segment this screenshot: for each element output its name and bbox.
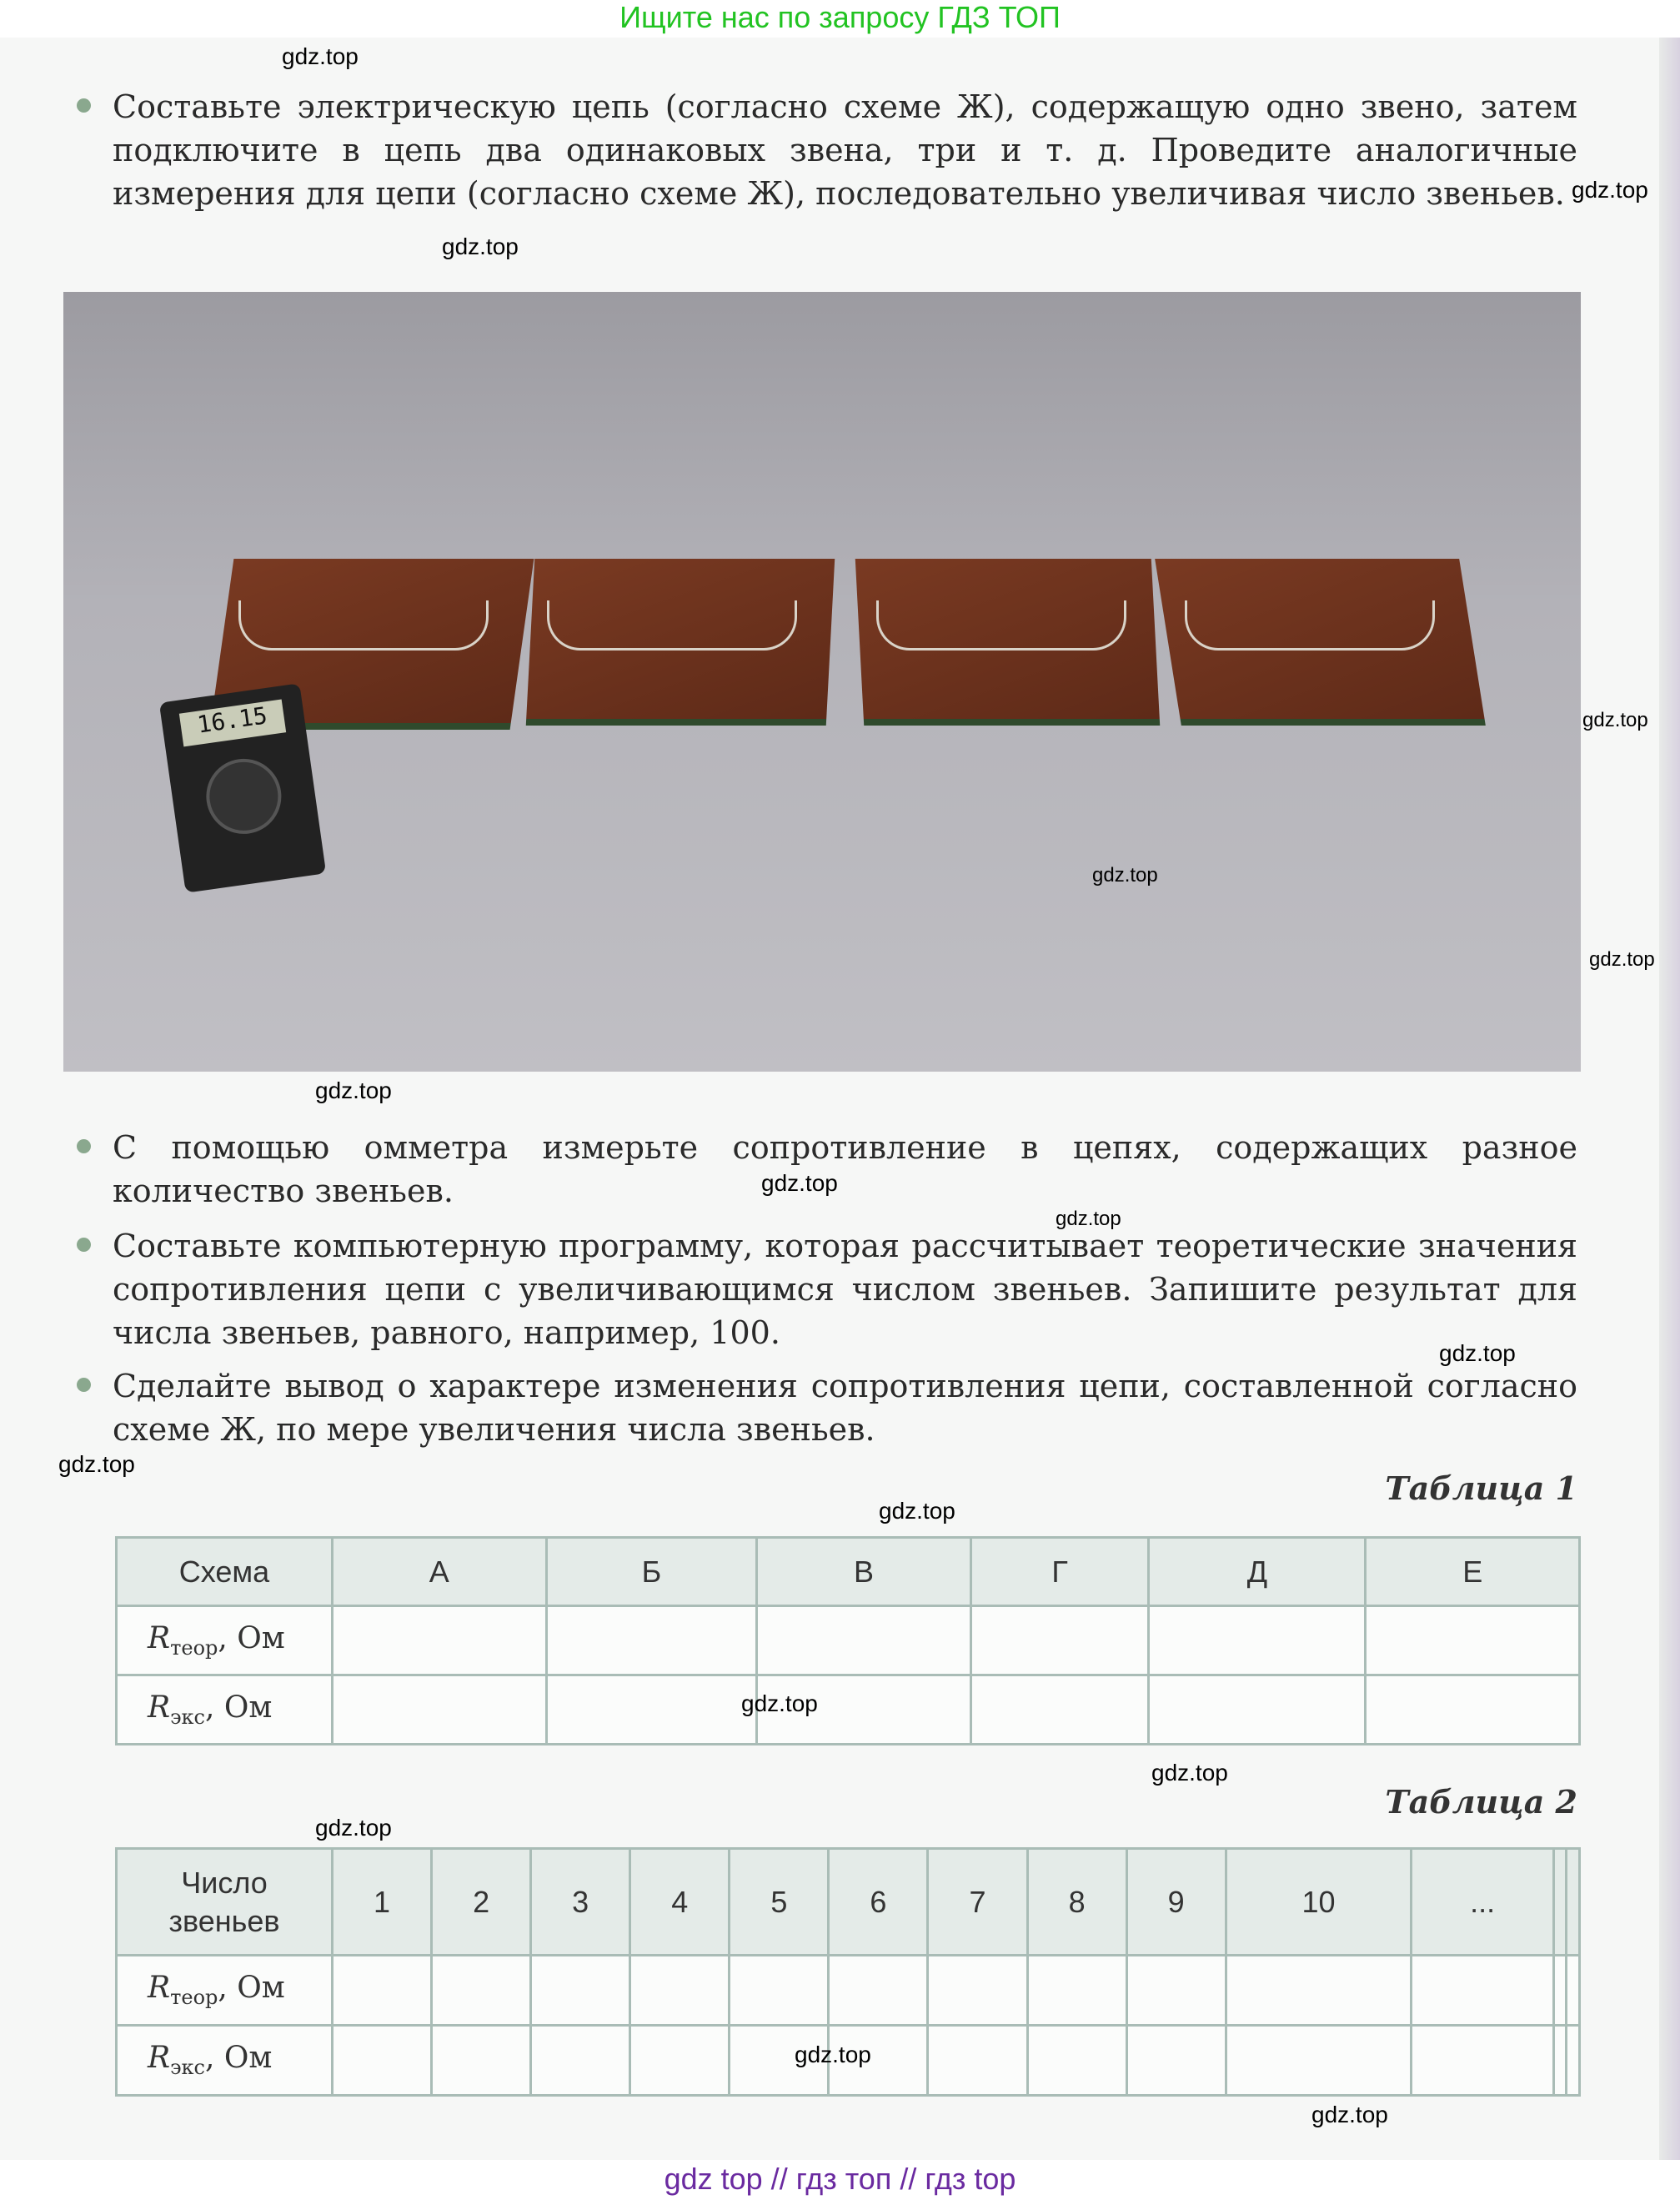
symbol: R (148, 1620, 171, 1655)
circuit-photo (63, 292, 1581, 1072)
header-cell: 7 (928, 1849, 1027, 1956)
unit: , Ом (205, 2041, 273, 2076)
table-header-row (117, 1538, 1580, 1606)
table-row (117, 1606, 1580, 1675)
bullet-icon (77, 1378, 91, 1392)
cell (928, 2026, 1027, 2096)
task-paragraph-2: С помощью омметра измерьте сопротивление в цепях, содержащих разное количество звеньев. (113, 1129, 1577, 1209)
watermark: gdz.top (1092, 864, 1158, 887)
watermark: gdz.top (282, 43, 359, 69)
watermark: gdz.top (1439, 1340, 1516, 1366)
table2-caption: Таблица 2 (1385, 1783, 1577, 1821)
table-row (117, 1675, 1580, 1745)
watermark: gdz.top (315, 1077, 392, 1103)
cell (432, 1956, 531, 2026)
header-cell: А (333, 1538, 547, 1606)
wire (238, 600, 489, 650)
task-paragraph-3: Составьте компьютерную программу, которая рассчитывает теоретические значения сопротивления цепи с увеличивающимся числом звеньев. Запишите результат для числа звеньев, равного, например, 100. (113, 1228, 1577, 1351)
symbol: R (148, 1690, 171, 1725)
bullet-icon (77, 1139, 91, 1153)
cell (1412, 2026, 1554, 2096)
cell (730, 1956, 829, 2026)
bullet-icon (77, 98, 91, 113)
cell (1366, 1606, 1580, 1675)
header-cell: 2 (432, 1849, 531, 1956)
row-label (117, 1675, 333, 1745)
cell (1149, 1606, 1366, 1675)
footer-links[interactable]: gdz top // гдз топ // гдз top (664, 2162, 1016, 2196)
watermark: gdz.top (761, 1170, 838, 1196)
unit: , Ом (205, 1690, 273, 1725)
cell (432, 2026, 531, 2096)
page-edge (1659, 38, 1680, 2160)
subscript: экс (170, 2056, 205, 2080)
header-label: Число (181, 1865, 268, 1900)
cell (333, 1675, 547, 1745)
cell (1027, 1956, 1126, 2026)
header-cell: 1 (333, 1849, 432, 1956)
table-1 (115, 1536, 1581, 1745)
header-cell: Г (970, 1538, 1149, 1606)
header-cell: 3 (531, 1849, 630, 1956)
watermark: gdz.top (879, 1498, 955, 1524)
header-cell: 4 (630, 1849, 730, 1956)
row-label (117, 1956, 333, 2026)
watermark: gdz.top (1151, 1760, 1228, 1786)
header-cell: 8 (1027, 1849, 1126, 1956)
cell (1567, 2026, 1580, 2096)
bullet-icon (77, 1238, 91, 1252)
header-cell: Схема (117, 1538, 333, 1606)
cell (1553, 2026, 1567, 2096)
cell (1027, 2026, 1126, 2096)
row-label (117, 1606, 333, 1675)
cell (970, 1606, 1149, 1675)
task-paragraph-4: Сделайте вывод о характере изменения сопротивления цепи, составленной согласно схеме Ж, по мере увеличения числа звеньев. (113, 1368, 1577, 1448)
header-cell: 5 (730, 1849, 829, 1956)
cell (333, 1606, 547, 1675)
header-cell: 6 (829, 1849, 928, 1956)
cell (630, 1956, 730, 2026)
subscript: теор (170, 1636, 218, 1660)
cell (333, 1956, 432, 2026)
watermark: gdz.top (1572, 177, 1648, 203)
symbol: R (148, 1971, 171, 2006)
header-label: звеньев (168, 1903, 280, 1938)
wire (876, 600, 1126, 650)
watermark: gdz.top (741, 1690, 818, 1716)
table1-caption: Таблица 1 (1385, 1469, 1577, 1507)
watermark: gdz.top (1056, 1208, 1121, 1230)
header-cell: ... (1412, 1849, 1554, 1956)
cell (1226, 2026, 1412, 2096)
subscript: экс (170, 1705, 205, 1730)
cell (1412, 1956, 1554, 2026)
header-cell (117, 1849, 333, 1956)
watermark: gdz.top (1311, 2102, 1388, 2127)
meter-dial (202, 754, 287, 839)
cell (1126, 2026, 1226, 2096)
header-cell: В (757, 1538, 971, 1606)
cell (1149, 1675, 1366, 1745)
watermark: gdz.top (1589, 948, 1655, 971)
watermark: gdz.top (442, 234, 519, 259)
header-cell (1553, 1849, 1567, 1956)
wire (1185, 600, 1435, 650)
watermark: gdz.top (1582, 709, 1648, 731)
row-label (117, 2026, 333, 2096)
cell (333, 2026, 432, 2096)
symbol: R (148, 2041, 171, 2076)
table-header-row (117, 1849, 1580, 1956)
watermark: gdz.top (315, 1815, 392, 1841)
cell (531, 2026, 630, 2096)
cell (531, 1956, 630, 2026)
header-cell: 10 (1226, 1849, 1412, 1956)
cell (546, 1606, 757, 1675)
meter-display: 16.15 (179, 699, 286, 746)
unit: , Ом (218, 1971, 285, 2006)
cell (546, 1675, 757, 1745)
cell (1366, 1675, 1580, 1745)
cell (1567, 1956, 1580, 2026)
subscript: теор (170, 1986, 218, 2010)
search-banner[interactable]: Ищите нас по запросу ГДЗ ТОП (619, 0, 1061, 34)
header-cell: 9 (1126, 1849, 1226, 1956)
multimeter (159, 683, 326, 892)
cell (1126, 1956, 1226, 2026)
header-cell: Е (1366, 1538, 1580, 1606)
header-cell (1567, 1849, 1580, 1956)
cell (757, 1606, 971, 1675)
cell (829, 1956, 928, 2026)
watermark: gdz.top (795, 2042, 871, 2067)
wire (547, 600, 797, 650)
table-row (117, 1956, 1580, 2026)
header-cell: Б (546, 1538, 757, 1606)
unit: , Ом (218, 1620, 285, 1655)
cell (928, 1956, 1027, 2026)
header-cell: Д (1149, 1538, 1366, 1606)
task-paragraph-1: Составьте электрическую цепь (согласно схеме Ж), содержащую одно звено, затем подключите в цепь два одинаковых звена, три и т. д. Проведите аналогичные измерения для цепи (согласно схеме Ж), последовательно увеличивая число звеньев. (113, 88, 1577, 212)
watermark: gdz.top (58, 1451, 135, 1477)
cell (1226, 1956, 1412, 2026)
cell (1553, 1956, 1567, 2026)
cell (970, 1675, 1149, 1745)
cell (630, 2026, 730, 2096)
